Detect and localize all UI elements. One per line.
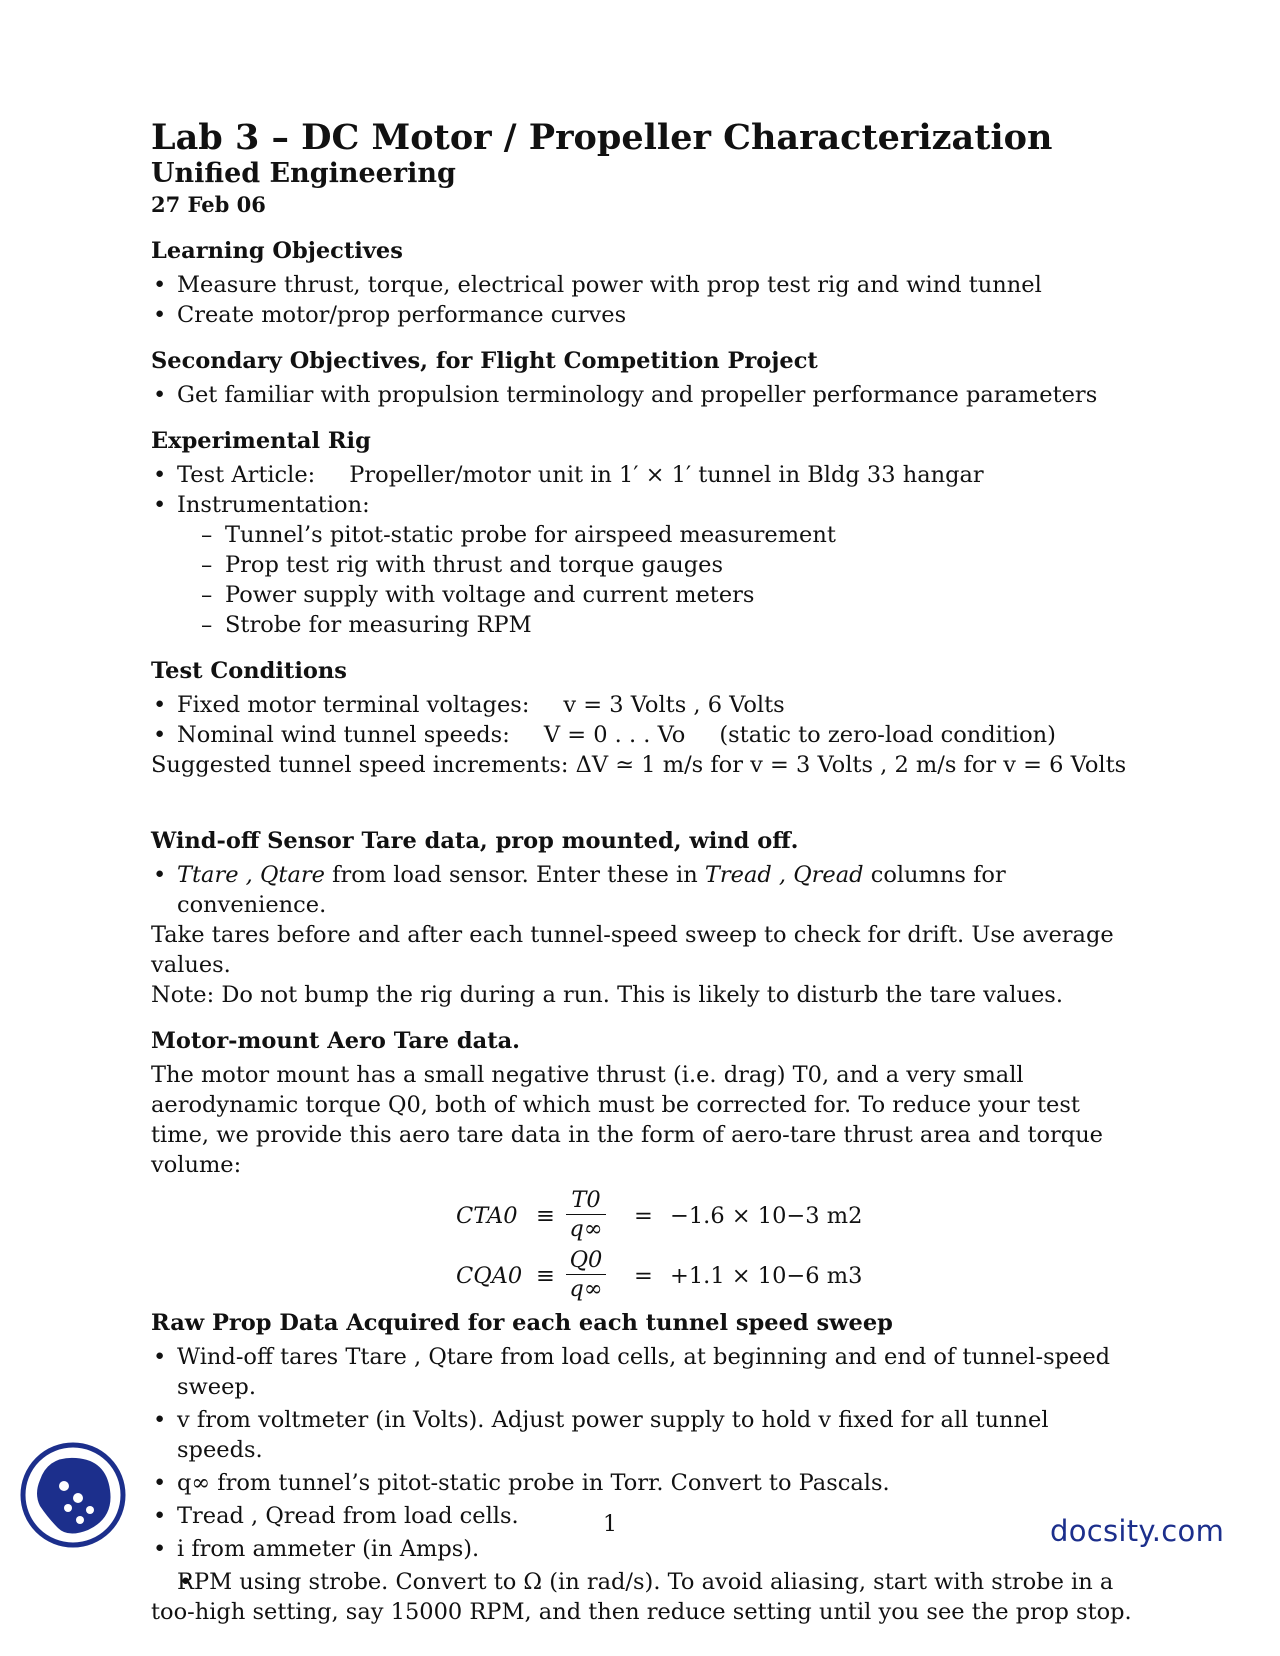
test-conditions-list [151,690,1141,750]
document-content [151,118,1141,1627]
raw-data-heading: Raw Prop Data Acquired for each each tunnel speed sweep [151,1310,893,1336]
equation-rhs: −1.6 × 10−3 m2 [670,1203,863,1229]
list-item: • i from ammeter (in Amps). [151,1534,1141,1564]
equation-rhs: +1.1 × 10−6 m3 [670,1263,863,1289]
read-symbols: Tread , Qread [704,862,864,888]
equation-cta0 [456,1186,956,1244]
fraction [566,1186,606,1243]
page-subtitle: Unified Engineering [151,158,456,189]
secondary-objectives-list [151,380,1141,410]
list-item [151,860,1141,920]
list-item: • Create motor/prop performance curves [151,300,1141,330]
test-article-label: Test Article: [177,462,316,488]
fraction-numerator: T0 [571,1187,601,1213]
speeds-value: V = 0 . . . Vo [543,722,686,748]
equation-lhs: CTA0 [456,1203,518,1229]
list-item: • Measure thrust, torque, electrical power with prop test rig and wind tunnel [151,270,1141,300]
wind-off-note: Note: Do not bump the rig during a run. This is likely to disturb the tare values. [151,982,1064,1008]
list-item: • v from voltmeter (in Volts). Adjust power supply to hold v fixed for all tunnel speeds. [151,1405,1141,1465]
list-item: • Tread , Qread from load cells. [151,1501,1141,1531]
tare-symbols: Ttare , Qtare [177,862,325,888]
voltages-value: v = 3 Volts , 6 Volts [563,692,785,718]
test-conditions-heading: Test Conditions [151,658,347,684]
fraction-numerator: Q0 [569,1247,603,1273]
fraction-denominator: q∞ [569,1216,603,1242]
learning-objectives-list [151,270,1141,330]
list-item: • q∞ from tunnel’s pitot-static probe in Torr. Convert to Pascals. [151,1468,1141,1498]
docsity-logo-icon[interactable] [18,1440,128,1550]
speed-increments: Suggested tunnel speed increments: ΔV ≃ 1 m/s for v = 3 Volts , 2 m/s for v = 6 Volts [151,752,1127,778]
wind-off-heading: Wind-off Sensor Tare data, prop mounted, wind off. [151,828,799,854]
test-article-value: Propeller/motor unit in 1′ × 1′ tunnel in Bldg 33 hangar [349,462,984,488]
voltages-label: Fixed motor terminal voltages: [177,692,530,718]
spacer [151,780,1141,810]
equiv-symbol: ≡ [536,1263,555,1289]
motor-mount-heading: Motor-mount Aero Tare data. [151,1028,521,1054]
equation-cqa0 [456,1246,956,1304]
equals-symbol: = [634,1263,653,1289]
equiv-symbol: ≡ [536,1203,555,1229]
instrument-item: – Tunnel’s pitot-static probe for airspeed measurement [151,520,1141,550]
speeds-label: Nominal wind tunnel speeds: [177,722,510,748]
tare-text-end: columns for convenience. [177,862,1006,918]
equation-block [151,1186,1141,1304]
wind-off-list [151,860,1141,920]
motor-mount-paragraph: The motor mount has a small negative thrust (i.e. drag) T0, and a very small aerodynamic torque Q0, both of which must be corrected for. To reduce your test time, we provide this aero tare data in the form of aero-tare thrust area and torque volume: [151,1062,1103,1178]
fraction [566,1246,606,1303]
fraction-denominator: q∞ [569,1276,603,1302]
list-item [151,720,1141,750]
experimental-rig-list [151,460,1141,640]
page-number: 1 [603,1512,617,1537]
list-item [151,690,1141,720]
list-item: • RPM using strobe. Convert to Ω (in rad/s). To avoid aliasing, start with strobe in a too-high setting, say 15000 RPM, and then reduce setting until you see the prop stop. [151,1567,1141,1627]
equation-lhs: CQA0 [456,1263,523,1289]
docsity-watermark[interactable]: docsity.com [1050,1514,1225,1548]
secondary-objectives-heading: Secondary Objectives, for Flight Competition Project [151,348,818,374]
wind-off-line: Take tares before and after each tunnel-speed sweep to check for drift. Use average values. [151,922,1114,978]
list-item: • Get familiar with propulsion terminology and propeller performance parameters [151,380,1141,410]
tare-text: from load sensor. Enter these in [324,862,705,888]
raw-data-list [151,1342,1141,1627]
list-item [151,460,1141,490]
instrument-item: – Strobe for measuring RPM [151,610,1141,640]
instrument-item: – Prop test rig with thrust and torque gauges [151,550,1141,580]
speeds-note: (static to zero-load condition) [719,722,1056,748]
page-date: 27 Feb 06 [151,192,266,217]
list-item: • Wind-off tares Ttare , Qtare from load cells, at beginning and end of tunnel-speed sweep. [151,1342,1141,1402]
equals-symbol: = [634,1203,653,1229]
list-item: • Instrumentation: [151,490,1141,520]
page-title: Lab 3 – DC Motor / Propeller Characterization [151,117,1053,158]
learning-objectives-heading: Learning Objectives [151,238,403,264]
instrument-item: – Power supply with voltage and current meters [151,580,1141,610]
experimental-rig-heading: Experimental Rig [151,428,371,454]
